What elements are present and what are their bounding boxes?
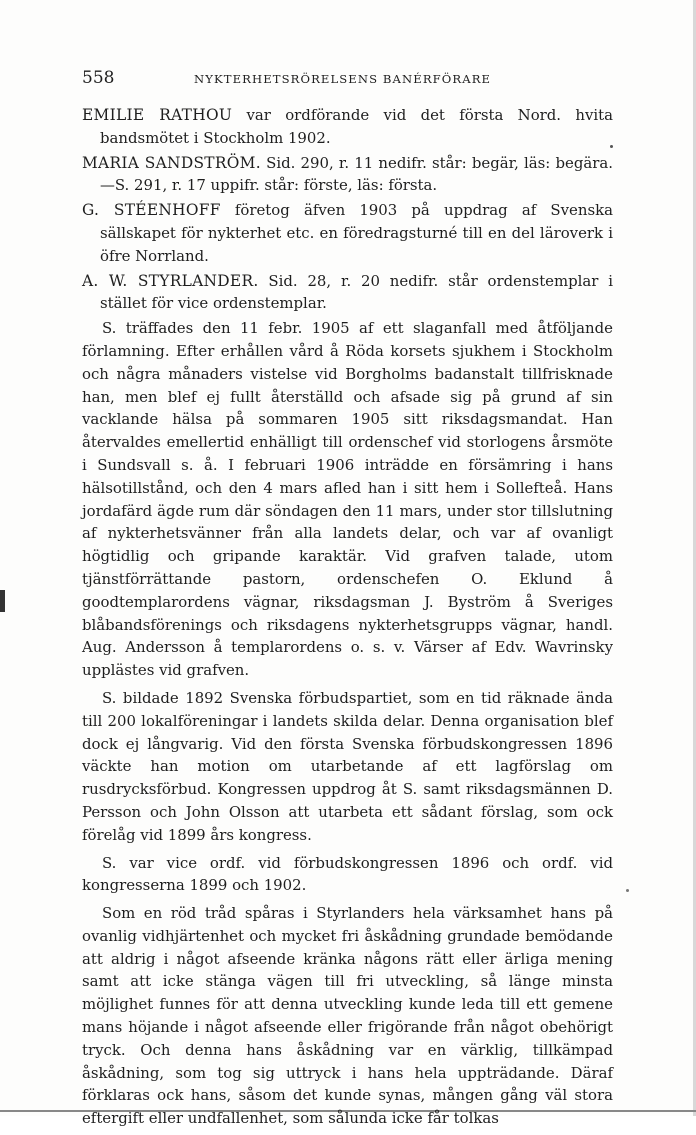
entry-text: Sid. 290, r. 11 nedifr. står: begär, läs: begära.—S. 291, r. 17 uppifr. står: förste, läs: första. xyxy=(100,153,613,195)
entry-name: G. STÉENHOFF xyxy=(82,201,221,220)
correction-entry xyxy=(82,270,613,316)
entry-name: EMILIE RATHOU xyxy=(82,106,233,124)
body-paragraph: S. träffades den 11 febr. 1905 af ett slaganfall med åtföljande förlamning. Efter erhållen vård å Röda korsets sjukhem i Stockholm och några månaders vistelse vid Borgholms badanstalt tillfrisknade han, men blef ej fullt återställd och afsade sig på grund af sin vacklande hälsa på sommaren 1905 sitt riksdagsmandat. Han återvaldes emellertid enhälligt till ordenschef vid storlogens årsmöte i Sundsvall s. å. I februari 1906 inträdde en försämring i hans hälsotillstånd, och den 4 mars afled han i sitt hem i Sollefteå. Hans jordafärd ägde rum där söndagen den 11 mars, under stor tillslutning af nykterhetsvänner från alla landets delar, och var af ovanligt högtidlig och gripande karaktär. Vid grafven talade, utom tjänstförrättande pastorn, ordenschefen O. Eklund å goodtemplarordens vägnar, riksdagsman J. Byström å Sveriges blåbandsförenings och riksdagens nykterhetsgrupps vägnar, handl. Aug. Andersson å templarordens o. s. v. Värser af Edv. Wavrinsky upplästes vid grafven. xyxy=(82,319,613,680)
page-body xyxy=(82,104,613,1135)
entry-text: Sid. 28, r. 20 nedifr. står ordenstemplar i stället för vice ordenstemplar. xyxy=(100,271,613,313)
page-number: 558 xyxy=(82,68,115,88)
correction-entry xyxy=(82,199,613,267)
correction-entry xyxy=(82,104,613,150)
entry-name: A. W. STYRLANDER. xyxy=(82,271,259,290)
page-header xyxy=(82,68,612,94)
entry-text: var ordförande vid det första Nord. hvita bandsmötet i Stockholm 1902. xyxy=(100,106,613,147)
body-paragraph: S. var vice ordf. vid förbudskongressen 1896 och ordf. vid kongresserna 1899 och 1902. xyxy=(82,853,613,895)
entry-text: företog äfven 1903 på uppdrag af Svenska sällskapet för nykterhet etc. en föredragsturné till en del läroverk i öfre Norrland. xyxy=(100,201,613,265)
margin-mark xyxy=(0,590,5,612)
body-paragraph: Som en röd tråd spåras i Styrlanders hela värksamhet hans på ovanlig vidhjärtenhet och mycket fri åskådning grundade bemödande att aldrig i något afseende kränka någons rätt eller ärliga mening samt att icke stänga vägen till fri utveckling, så länge minsta möjlighet funnes för att denna utveckling kunde leda till ett gemene mans höjande i något afseende eller frigörande från något obehörigt tryck. Och denna hans åskådning var en värklig, tillkämpad åskådning, som tog sig uttryck i hans hela uppträdande. Däraf förklaras ock hans, såsom det kunde synas, mången gång väl stora eftergift eller undfallenhet, som sålunda icke får tolkas xyxy=(82,904,613,1128)
correction-entry xyxy=(82,152,613,198)
body-paragraph: S. bildade 1892 Svenska förbudspartiet, som en tid räknade ända till 200 lokalföreningar i landets skilda delar. Denna organisation blef dock ej långvarig. Vid den första Svenska förbudskongressen 1896 väckte han motion om utarbetande af ett lagförslag om rusdrycksförbud. Kongressen uppdrog åt S. samt riksdagsmännen D. Persson och John Olsson att utarbeta ett sådant förslag, som ock förelåg vid 1899 års kongress. xyxy=(82,688,613,844)
entry-name: MARIA SANDSTRÖM. xyxy=(82,153,261,172)
print-speck xyxy=(626,889,629,892)
running-head: NYKTERHETSRÖRELSENS BANÉRFÖRARE xyxy=(194,72,492,86)
